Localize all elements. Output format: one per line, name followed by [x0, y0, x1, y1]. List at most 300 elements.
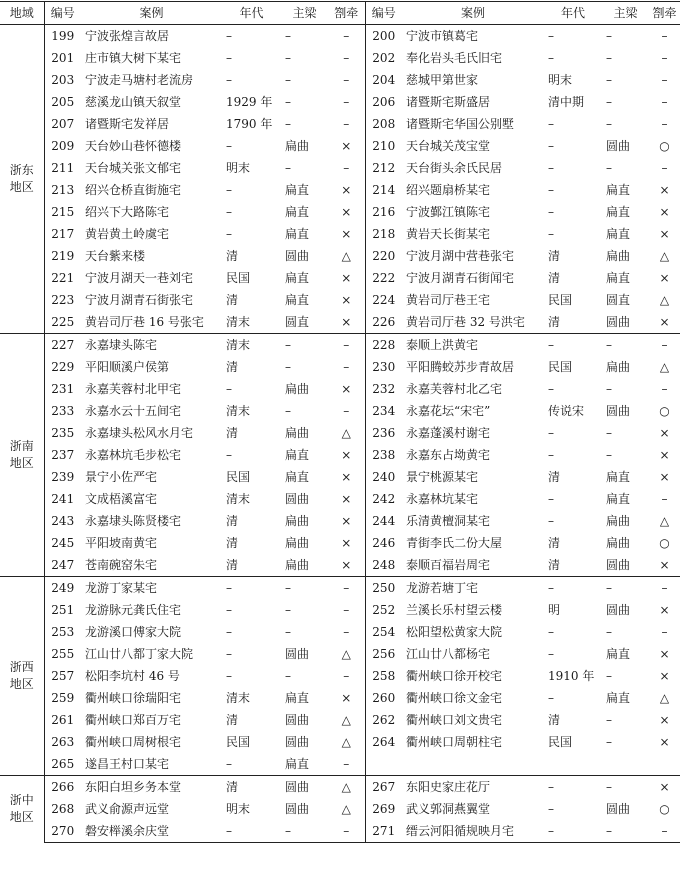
header-zhaqian: 劄牵: [328, 2, 365, 25]
cell-main-beam-2: –: [606, 117, 612, 131]
cell-main-beam-2: 圆直: [606, 293, 631, 307]
header-main-beam-2: 主梁: [602, 2, 649, 25]
cell-number: 251: [51, 603, 75, 617]
table-row: [0, 135, 680, 157]
cell-main-beam: 扁直: [285, 470, 310, 484]
cell-case-2: 泰顺上洪黄宅: [402, 334, 544, 357]
cell-era-2: –: [544, 820, 602, 843]
cell-era-2: –: [548, 51, 554, 65]
cell-main-beam: 圆直: [285, 315, 310, 329]
cell-main-beam-2: 扁曲: [606, 514, 631, 528]
cell-zhaqian: ×: [328, 532, 365, 554]
cell-zhaqian-2: ×: [659, 183, 670, 197]
cell-case: 天台城关张文郁宅: [85, 161, 182, 175]
cell-zhaqian: ×: [328, 289, 365, 311]
cell-main-beam-2: –: [606, 448, 612, 462]
table-row: [0, 179, 680, 201]
cell-era-2: 清中期: [548, 95, 585, 109]
cell-era-2: –: [548, 139, 554, 153]
table-row: [0, 113, 680, 135]
cell-main-beam: 扁曲: [285, 426, 310, 440]
cell-era-2: 清: [548, 470, 561, 484]
cell-case-2: 松阳望松黄家大院: [406, 625, 503, 639]
cell-case: 永嘉埭头陈宅: [81, 334, 222, 357]
header-region: 地域: [0, 2, 44, 25]
cell-number-2: 260: [372, 691, 396, 705]
cell-main-beam-2: –: [606, 735, 612, 749]
cell-case: 永嘉埭头陈贤楼宅: [85, 514, 182, 528]
cell-main-beam-2: 扁直: [606, 647, 631, 661]
cell-era: 1929 年: [226, 95, 273, 109]
cell-case-2: 乐清黄檀洞某宅: [406, 514, 491, 528]
cell-era-2: [544, 753, 602, 776]
cell-zhaqian-2: ×: [659, 647, 670, 661]
cell-era: –: [222, 577, 281, 600]
cell-number-2: 248: [372, 558, 396, 572]
cell-number-2: 220: [372, 249, 396, 263]
cell-case: 黄岩黄土岭虞宅: [85, 227, 170, 241]
cell-era-2: 明末: [548, 73, 573, 87]
cell-zhaqian: ×: [328, 466, 365, 488]
cell-main-beam: –: [281, 577, 328, 600]
cell-number: 266: [44, 776, 81, 799]
cell-number-2: 264: [372, 735, 396, 749]
cell-main-beam-2: –: [606, 382, 612, 396]
cell-main-beam-2: –: [606, 73, 612, 87]
cell-number-2: 267: [365, 776, 402, 799]
cell-number: 263: [51, 735, 75, 749]
cell-number: 223: [51, 293, 75, 307]
cell-main-beam-2: 扁直: [606, 492, 631, 506]
table-row: [0, 289, 680, 311]
cell-case: 磐安榉溪余庆堂: [81, 820, 222, 843]
cell-main-beam-2: 扁直: [606, 183, 631, 197]
cell-number-2: 246: [372, 536, 396, 550]
cell-main-beam-2: 扁直: [606, 470, 631, 484]
cell-case-2: 东阳史家庄花厅: [402, 776, 544, 799]
table-row: [0, 334, 680, 357]
cell-zhaqian-2: –: [649, 577, 680, 600]
table-row: [0, 223, 680, 245]
cell-number-2: 202: [372, 51, 396, 65]
cell-main-beam-2: [602, 753, 649, 776]
cell-zhaqian-2: –: [661, 625, 668, 639]
cell-main-beam-2: 圆曲: [606, 404, 631, 418]
cell-main-beam: 扁曲: [285, 536, 310, 550]
cell-case: 天台紫来楼: [85, 249, 146, 263]
cell-number: 233: [51, 404, 75, 418]
cell-case-2: 宁波月湖青石街闻宅: [406, 271, 515, 285]
cell-zhaqian: –: [328, 91, 365, 113]
table-row: [0, 47, 680, 69]
cell-era-2: 民国: [548, 293, 573, 307]
cell-zhaqian-2: ○: [659, 404, 670, 418]
cell-zhaqian: –: [328, 25, 365, 48]
table-row: [0, 488, 680, 510]
cell-era: 清末: [226, 404, 251, 418]
cell-case-2: 武义郭洞燕翼堂: [406, 802, 491, 816]
cell-main-beam-2: –: [606, 713, 612, 727]
cell-zhaqian: –: [328, 157, 365, 179]
cell-era-2: 清: [548, 249, 561, 263]
table-row: [0, 201, 680, 223]
cell-number-2: 254: [372, 625, 396, 639]
cell-case: 龙游脉元龚氏住宅: [85, 603, 182, 617]
cell-era: 1790 年: [226, 117, 273, 131]
cell-zhaqian-2: ×: [659, 205, 670, 219]
cell-number: 199: [44, 25, 81, 48]
cell-number: 239: [51, 470, 75, 484]
cell-case-2: 衢州峡口徐文金宅: [406, 691, 503, 705]
cell-main-beam-2: 圆曲: [606, 603, 631, 617]
cell-main-beam: 圆曲: [285, 735, 310, 749]
cell-main-beam-2: 圆曲: [606, 139, 631, 153]
cell-zhaqian-2: ×: [649, 776, 680, 799]
cell-case: 东阳白坦乡务本堂: [81, 776, 222, 799]
cell-case-2: 江山廿八都杨宅: [406, 647, 491, 661]
cell-main-beam: 圆曲: [285, 249, 310, 263]
cell-zhaqian: ×: [328, 311, 365, 334]
table-row: [0, 311, 680, 334]
cell-case: 宁波走马塘村老流房: [85, 73, 194, 87]
cell-era-2: –: [548, 625, 554, 639]
cell-era-2: 清: [548, 713, 561, 727]
cell-era-2: –: [548, 691, 554, 705]
cell-zhaqian: –: [328, 69, 365, 91]
cell-case: 永嘉水云十五间宅: [85, 404, 182, 418]
cell-case-2: 衢州峡口刘文贵宅: [406, 713, 503, 727]
cell-era-2: –: [548, 492, 554, 506]
cell-main-beam: 扁直: [285, 227, 310, 241]
cell-case-2: 宁波市镇葛宅: [402, 25, 544, 48]
cell-case-2: 永嘉花坛“宋宅”: [406, 404, 491, 418]
header-era: 年代: [222, 2, 281, 25]
cell-number: 268: [51, 802, 75, 816]
cell-era-2: 清: [548, 536, 561, 550]
cell-era-2: –: [544, 334, 602, 357]
cell-zhaqian: –: [328, 599, 365, 621]
cell-zhaqian-2: ×: [659, 227, 670, 241]
cell-era: 清: [226, 360, 239, 374]
table-row: [0, 69, 680, 91]
cell-era-2: –: [548, 448, 554, 462]
cell-zhaqian: ×: [328, 488, 365, 510]
cell-main-beam: –: [285, 404, 291, 418]
cell-zhaqian: –: [328, 621, 365, 643]
cell-main-beam: –: [285, 625, 291, 639]
cell-zhaqian-2: △: [659, 249, 670, 263]
cell-main-beam: –: [281, 820, 328, 843]
cell-case: 遂昌王村口某宅: [85, 757, 170, 771]
cell-number: 211: [51, 161, 75, 175]
cell-era: 清: [226, 426, 239, 440]
cell-case-2: 天台街头余氏民居: [406, 161, 503, 175]
cell-case-2: 奉化岩头毛氏旧宅: [406, 51, 503, 65]
cell-main-beam: 扁曲: [285, 558, 310, 572]
region-cell: 浙南 地区: [0, 334, 44, 577]
cell-number-2: 232: [372, 382, 396, 396]
cell-zhaqian-2: △: [659, 514, 670, 528]
cell-zhaqian-2: ○: [659, 802, 670, 816]
table-row: [0, 599, 680, 621]
cell-case-2: 永嘉芙蓉村北乙宅: [406, 382, 503, 396]
cell-era-2: –: [544, 577, 602, 600]
cell-era: –: [222, 820, 281, 843]
cell-case-2: 景宁桃源某宅: [406, 470, 479, 484]
cell-zhaqian: ×: [328, 444, 365, 466]
cell-case: 宁波月湖青石街张宅: [85, 293, 194, 307]
cell-case: 绍兴仓桥直街施宅: [85, 183, 182, 197]
cell-zhaqian: △: [328, 709, 365, 731]
cell-main-beam: –: [285, 360, 291, 374]
cell-case-2: 泰顺百福岩周宅: [406, 558, 491, 572]
cell-number: 227: [44, 334, 81, 357]
cell-zhaqian: –: [328, 356, 365, 378]
cell-number-2: 244: [372, 514, 396, 528]
cell-number: 221: [51, 271, 75, 285]
cell-zhaqian-2: △: [659, 360, 670, 374]
cell-era: –: [226, 757, 232, 771]
cell-number-2: 206: [372, 95, 396, 109]
cell-number-2: 262: [372, 713, 396, 727]
cell-number-2: 271: [365, 820, 402, 843]
cell-main-beam: 扁直: [285, 183, 310, 197]
table-row: [0, 25, 680, 48]
cell-era: 清末: [226, 315, 251, 329]
cell-era: 清: [226, 536, 239, 550]
cell-number: 237: [51, 448, 75, 462]
cell-era-2: 清: [548, 271, 561, 285]
cell-main-beam: –: [285, 51, 291, 65]
cell-zhaqian-2: –: [649, 334, 680, 357]
cell-zhaqian-2: –: [649, 820, 680, 843]
cell-era-2: 明: [548, 603, 561, 617]
cell-zhaqian: △: [328, 798, 365, 820]
cell-zhaqian: –: [328, 665, 365, 687]
cell-main-beam: –: [281, 334, 328, 357]
cell-case: 慈溪龙山镇天叙堂: [85, 95, 182, 109]
cell-case-2: 平阳腾蛟苏步青故居: [406, 360, 515, 374]
cell-zhaqian-2: ×: [659, 426, 670, 440]
cell-main-beam: 圆曲: [281, 776, 328, 799]
table-row: [0, 267, 680, 289]
cell-zhaqian: –: [328, 334, 365, 357]
cell-era: 清: [222, 776, 281, 799]
cell-era: –: [226, 448, 232, 462]
cell-case: 龙游丁家某宅: [81, 577, 222, 600]
cell-case-2: 天台城关茂宝堂: [406, 139, 491, 153]
cell-case: 江山廿八都丁家大院: [85, 647, 194, 661]
cell-number: 215: [51, 205, 75, 219]
cell-case-2: 黄岩司厅巷 32 号洪宅: [406, 315, 525, 329]
cell-case: 庄市镇大树下某宅: [85, 51, 182, 65]
cell-number-2: 210: [372, 139, 396, 153]
cell-era: 清: [226, 293, 239, 307]
cell-case: 黄岩司厅巷 16 号张宅: [85, 315, 204, 329]
cell-main-beam: 圆曲: [285, 647, 310, 661]
cell-number: 255: [51, 647, 75, 661]
table-row: [0, 753, 680, 776]
building-case-table: [0, 1, 680, 843]
table-row: [0, 356, 680, 378]
cell-case: 苍南碗窑朱宅: [85, 558, 158, 572]
cell-main-beam-2: 圆曲: [606, 315, 631, 329]
cell-number-2: [365, 753, 402, 776]
cell-era: –: [226, 51, 232, 65]
cell-number: 245: [51, 536, 75, 550]
table-row: [0, 245, 680, 267]
cell-era-2: 清: [548, 558, 561, 572]
header-era-2: 年代: [544, 2, 602, 25]
cell-main-beam-2: –: [602, 776, 649, 799]
table-row: [0, 643, 680, 665]
cell-case: 宁波张煌言故居: [81, 25, 222, 48]
cell-case-2: 宁波月湖中营巷张宅: [406, 249, 515, 263]
cell-era: –: [226, 227, 232, 241]
cell-era: –: [222, 25, 281, 48]
cell-era-2: 民国: [548, 360, 573, 374]
cell-era: –: [226, 205, 232, 219]
cell-number-2: 234: [372, 404, 396, 418]
cell-number-2: 214: [372, 183, 396, 197]
cell-zhaqian-2: –: [661, 73, 668, 87]
cell-zhaqian-2: –: [661, 51, 668, 65]
table-row: [0, 776, 680, 799]
table-row: [0, 400, 680, 422]
cell-case: 景宁小佐严宅: [85, 470, 158, 484]
cell-case-2: 青街李氏二份大屋: [406, 536, 503, 550]
cell-main-beam: 圆曲: [285, 802, 310, 816]
cell-case: 松阳李坑村 46 号: [85, 669, 180, 683]
cell-main-beam-2: –: [606, 426, 612, 440]
cell-case-2: 永嘉林坑某宅: [406, 492, 479, 506]
table-row: [0, 157, 680, 179]
table-body: [0, 25, 680, 843]
cell-zhaqian-2: –: [649, 25, 680, 48]
cell-zhaqian: ×: [328, 687, 365, 709]
cell-zhaqian-2: –: [661, 117, 668, 131]
cell-era-2: –: [548, 117, 554, 131]
cell-number-2: 200: [365, 25, 402, 48]
cell-case-2: 慈城甲第世家: [406, 73, 479, 87]
cell-case: 宁波月湖天一巷刘宅: [85, 271, 194, 285]
cell-era-2: –: [544, 776, 602, 799]
cell-case-2: 永嘉蓬溪村谢宅: [406, 426, 491, 440]
cell-main-beam-2: –: [602, 334, 649, 357]
cell-number: 217: [51, 227, 75, 241]
cell-case-2: 诸暨斯宅斯盛居: [406, 95, 491, 109]
cell-number: 219: [51, 249, 75, 263]
cell-zhaqian-2: ○: [659, 139, 670, 153]
cell-number: 207: [51, 117, 75, 131]
cell-main-beam-2: –: [606, 95, 612, 109]
cell-number: 249: [44, 577, 81, 600]
cell-main-beam: 圆曲: [285, 713, 310, 727]
cell-era-2: –: [548, 161, 554, 175]
cell-main-beam: 扁直: [285, 757, 310, 771]
cell-number: 213: [51, 183, 75, 197]
table-row: [0, 820, 680, 843]
cell-case: 天台妙山巷怀德楼: [85, 139, 182, 153]
cell-case-2: [402, 753, 544, 776]
cell-case-2: 黄岩天长街某宅: [406, 227, 491, 241]
cell-main-beam-2: 扁直: [606, 205, 631, 219]
cell-number-2: 208: [372, 117, 396, 131]
cell-number: 205: [51, 95, 75, 109]
cell-zhaqian-2: –: [661, 382, 668, 396]
cell-number-2: 252: [372, 603, 396, 617]
cell-zhaqian-2: ×: [659, 713, 670, 727]
cell-main-beam: 扁直: [285, 691, 310, 705]
cell-main-beam: 扁曲: [285, 139, 310, 153]
cell-main-beam: –: [285, 117, 291, 131]
cell-era: –: [226, 625, 232, 639]
cell-case: 武义俞源声远堂: [85, 802, 170, 816]
cell-case: 衢州峡口周树根宅: [85, 735, 182, 749]
cell-zhaqian-2: △: [659, 691, 670, 705]
cell-era-2: 民国: [548, 735, 573, 749]
cell-main-beam: 扁直: [285, 205, 310, 219]
cell-era: 民国: [226, 271, 251, 285]
cell-zhaqian: –: [328, 113, 365, 135]
cell-zhaqian: △: [328, 643, 365, 665]
cell-case: 平阳顺溪户侯第: [85, 360, 170, 374]
cell-zhaqian: ×: [328, 135, 365, 157]
table-row: [0, 510, 680, 532]
cell-number-2: 226: [372, 315, 396, 329]
cell-number: 231: [51, 382, 75, 396]
cell-era-2: –: [548, 183, 554, 197]
cell-case: 衢州峡口徐瑞阳宅: [85, 691, 182, 705]
cell-era: 明末: [226, 161, 251, 175]
cell-number-2: 218: [372, 227, 396, 241]
table-row: [0, 378, 680, 400]
cell-case-2: 绍兴题扇桥某宅: [406, 183, 491, 197]
cell-number: 235: [51, 426, 75, 440]
cell-number: 253: [51, 625, 75, 639]
cell-zhaqian-2: ×: [659, 735, 670, 749]
cell-main-beam: –: [285, 73, 291, 87]
cell-era-2: –: [548, 802, 554, 816]
cell-number-2: 238: [372, 448, 396, 462]
cell-case-2: 宁波鄞江镇陈宅: [406, 205, 491, 219]
cell-main-beam: 扁曲: [285, 514, 310, 528]
header-zhaqian-2: 劄牵: [649, 2, 680, 25]
cell-case-2: 诸暨斯宅华国公别墅: [406, 117, 515, 131]
header-main-beam: 主梁: [281, 2, 328, 25]
cell-zhaqian-2: –: [661, 95, 668, 109]
table-row: [0, 466, 680, 488]
cell-main-beam: 扁直: [285, 293, 310, 307]
table-row: [0, 532, 680, 554]
cell-zhaqian-2: △: [659, 293, 670, 307]
cell-case: 永嘉芙蓉村北甲宅: [85, 382, 182, 396]
cell-zhaqian: △: [328, 731, 365, 753]
cell-main-beam-2: –: [606, 51, 612, 65]
cell-era: 清: [226, 514, 239, 528]
cell-main-beam-2: 扁曲: [606, 360, 631, 374]
cell-case: 永嘉埭头松风水月宅: [85, 426, 194, 440]
cell-main-beam-2: 圆曲: [606, 558, 631, 572]
cell-number: 203: [51, 73, 75, 87]
cell-main-beam-2: –: [602, 25, 649, 48]
cell-main-beam-2: 扁曲: [606, 536, 631, 550]
cell-era-2: –: [544, 25, 602, 48]
cell-era: 民国: [226, 735, 251, 749]
cell-era-2: –: [548, 514, 554, 528]
header-number-2: 编号: [365, 2, 402, 25]
cell-main-beam: 扁直: [285, 448, 310, 462]
